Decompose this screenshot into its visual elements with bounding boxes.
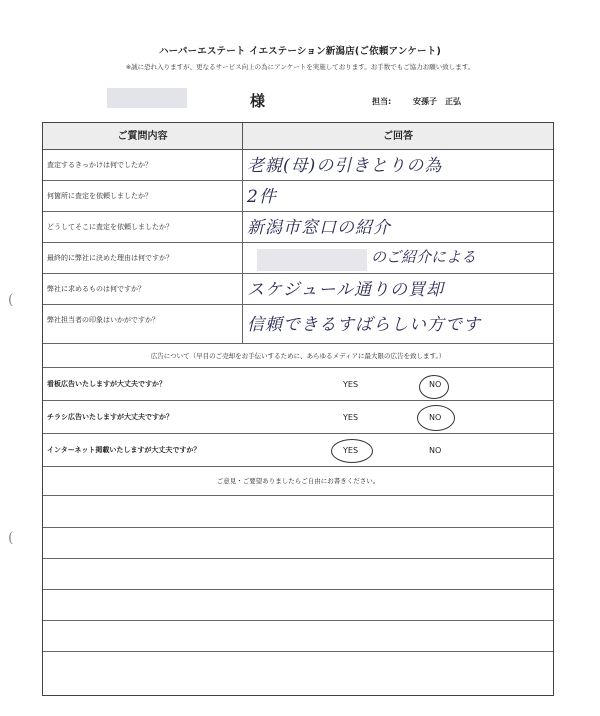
- handwritten-answer: のご紹介による: [371, 248, 477, 266]
- comment-prompt: ご意見・ご要望ありましたらご自由にお書きください。: [43, 468, 553, 496]
- question-text: 弊社担当者の印象はいかがですか？: [43, 305, 243, 343]
- survey-table: [42, 122, 554, 696]
- handwritten-answer: 信頼できるすばらしい方です: [247, 315, 481, 335]
- ad-question-row: [43, 401, 553, 434]
- document-title: ハーパーエステート イエステーション新潟店(ご依頼アンケート): [158, 46, 441, 57]
- table-row: [43, 305, 553, 344]
- question-text: どうしてそこに査定を依頼しましたか？: [43, 212, 243, 242]
- redacted-referrer: [257, 249, 367, 271]
- comment-line[interactable]: [43, 558, 553, 559]
- table-row: [43, 243, 553, 274]
- staff-label: 担当:: [372, 97, 392, 106]
- question-header: ご質問内容: [43, 123, 243, 150]
- survey-notice: ※誠に恐れ入りますが、更なるサービス向上の為にアンケートを実施しております。お手数でもご協力お願い致します。: [125, 63, 475, 71]
- handwritten-answer: 2件: [247, 187, 277, 207]
- handwritten-answer: 新潟市窓口の紹介: [247, 218, 391, 238]
- question-text: 最終的に弊社に決めた理由は何ですか？: [43, 243, 243, 273]
- selection-circle: [417, 405, 455, 431]
- binder-hole-mark: (: [8, 292, 14, 308]
- ad-question-row: [43, 434, 553, 467]
- comment-line[interactable]: [43, 620, 553, 621]
- selection-circle: [419, 375, 449, 399]
- staff-name: 安孫子 正弘: [413, 97, 461, 106]
- ad-question-text: 看板広告いたしますが大丈夫ですか？: [47, 380, 166, 388]
- answer-cell[interactable]: [243, 212, 553, 242]
- comment-line[interactable]: [43, 527, 553, 528]
- answer-cell[interactable]: [243, 274, 553, 304]
- answer-cell[interactable]: [243, 181, 553, 211]
- yes-option[interactable]: YES: [343, 413, 359, 422]
- question-text: 弊社に求めるものは何ですか？: [43, 274, 243, 304]
- customer-name-redacted: [107, 88, 187, 108]
- ad-question-row: [43, 368, 553, 401]
- table-row: [43, 181, 553, 212]
- no-option[interactable]: NO: [429, 380, 442, 389]
- ad-notice: 広告について（早目のご売却をお手伝いするために、あらゆるメディアに最大限の広告を致します。）: [43, 344, 553, 368]
- comment-line[interactable]: [43, 651, 553, 652]
- handwritten-answer: 老親(母)の引きとりの為: [247, 156, 443, 176]
- question-text: 査定するきっかけは何でしたか？: [43, 150, 243, 180]
- ad-question-text: チラシ広告いたしますが大丈夫ですか？: [47, 413, 173, 421]
- comment-line[interactable]: [43, 589, 553, 590]
- answer-cell[interactable]: [243, 150, 553, 180]
- answer-header: ご回答: [243, 123, 553, 150]
- selection-circle: [331, 439, 373, 463]
- yes-option[interactable]: YES: [343, 446, 359, 455]
- handwritten-answer: スケジュール通りの買却: [247, 280, 444, 300]
- honorific-label: 様: [250, 92, 266, 110]
- no-option[interactable]: NO: [429, 413, 442, 422]
- binder-hole-mark: (: [8, 530, 14, 546]
- ad-question-text: インターネット掲載いたしますが大丈夫ですか？: [47, 446, 201, 454]
- answer-cell[interactable]: [243, 243, 553, 273]
- table-row: [43, 212, 553, 243]
- no-option[interactable]: NO: [429, 446, 442, 455]
- yes-option[interactable]: YES: [343, 380, 359, 389]
- table-row: [43, 274, 553, 305]
- table-row: [43, 150, 553, 181]
- question-text: 何箇所に査定を依頼しましたか？: [43, 181, 243, 211]
- answer-cell[interactable]: [243, 305, 553, 343]
